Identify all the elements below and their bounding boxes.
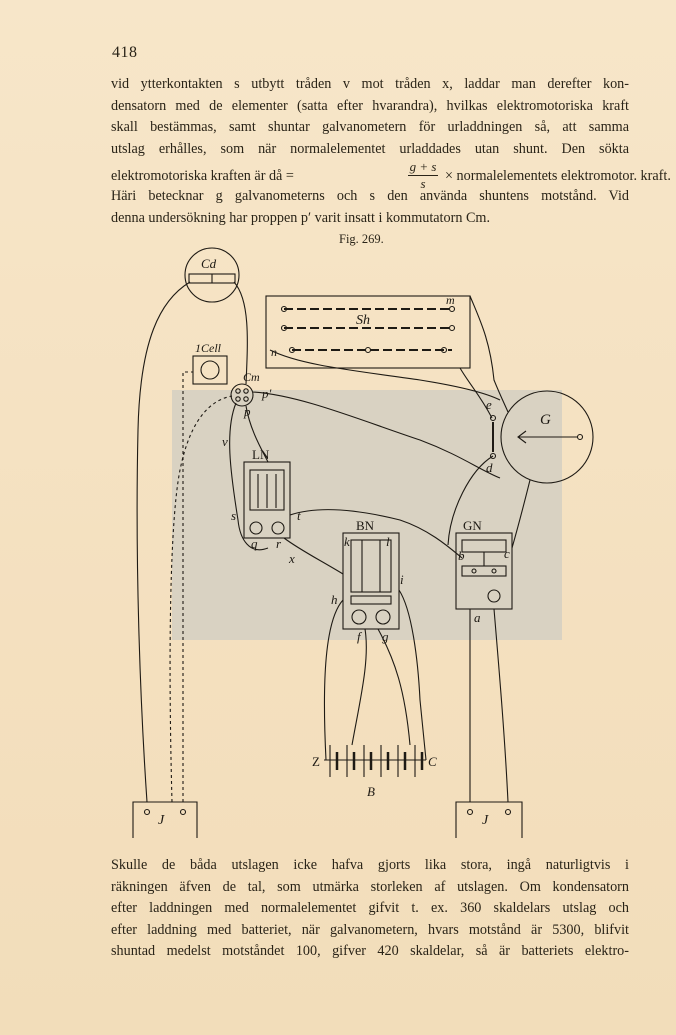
text-line: Häri betecknar g galvanometerns och s den använda shuntens motstånd. Vid (111, 188, 629, 204)
label-cell: 1Cell (195, 341, 221, 355)
wire (352, 629, 366, 745)
label-j-left: J (158, 813, 165, 828)
formula-numerator: g + s (409, 159, 437, 174)
label-t: t (297, 508, 301, 523)
label-i: i (400, 572, 404, 587)
label-galvanometer: G (540, 412, 551, 428)
figure-caption: Fig. 269. (339, 232, 384, 246)
text-line: shuntad medelst motståndet 100, gifver 420 skaldelar, så är batteriets elektro- (111, 943, 629, 960)
text-line: utslag erhålles, som när normalelementet urladdades utan shunt. Den sökta (111, 140, 629, 157)
gn-key-box (456, 533, 512, 609)
formula-suffix: × normalelementets elektromotor. kraft. (445, 168, 671, 184)
text-line: denna undersökning har proppen p′ varit insatt i kommutatorn Cm. (111, 209, 491, 226)
label-b: b (458, 548, 465, 563)
label-g: g (382, 629, 389, 644)
label-f: f (357, 629, 361, 644)
wire (290, 510, 462, 558)
label-c-battery: C (428, 754, 437, 769)
cell-box (193, 356, 227, 384)
page-number: 418 (112, 44, 138, 61)
formula-prefix: elektromotoriska kraften är då = (111, 168, 294, 184)
label-cd: Cd (201, 256, 217, 271)
label-bn: BN (356, 518, 375, 533)
wire (137, 282, 190, 802)
label-b-battery: B (367, 784, 375, 799)
label-e: e (486, 397, 492, 412)
label-ln: LN (252, 447, 270, 462)
terminal-j-left (133, 802, 197, 838)
wire (183, 372, 193, 802)
text-line: vid ytterkontakten s utbytt tråden v mot tråden x, laddar man derefter kon- (111, 76, 629, 92)
text-line: Skulle de båda utslagen icke hafva gjorts lika stora, ingå naturligtvis i (111, 857, 629, 873)
label-m: m (446, 293, 455, 307)
wire (512, 480, 530, 548)
commutator-circle (231, 384, 253, 406)
label-l: l (386, 534, 390, 549)
label-gn: GN (463, 518, 482, 533)
text-line: efter laddningen med normalelementet gifvit t. ex. 360 skaldelars utslag och (111, 900, 629, 917)
label-p: p (244, 404, 251, 419)
text-line: skall bestämmas, samt shuntar galvanometern för urladdningen så, att samma (111, 119, 629, 136)
battery-cells (324, 745, 426, 777)
wire (270, 350, 500, 400)
label-j-right: J (482, 813, 489, 828)
shunt-box (266, 296, 470, 368)
label-n: n (271, 345, 277, 359)
text-line: densatorn med de elementer (satta efter hvarandra), hvilkas elektromotoriska kraft (111, 97, 629, 114)
label-k: k (344, 534, 350, 549)
label-a: a (474, 610, 481, 625)
text-line: räkningen äfven de tal, som utmärka storleken af utslagen. Om kondensatorn (111, 878, 629, 895)
wire (170, 396, 232, 802)
label-z: Z (312, 754, 320, 769)
label-h: h (331, 592, 338, 607)
text-line: efter laddning med batteriet, när galvanometern, hvars motstånd är 5300, blifvit (111, 921, 629, 938)
label-d: d (486, 460, 493, 475)
label-s: s (231, 508, 237, 523)
label-x: x (289, 551, 295, 566)
label-sh: Sh (356, 313, 370, 328)
label-q: q (251, 536, 258, 551)
wire (324, 600, 343, 760)
formula-denominator: s (420, 176, 426, 191)
wire (378, 629, 410, 745)
label-p-prime: p′ (262, 386, 272, 401)
label-c: c (504, 546, 510, 561)
wire (470, 296, 508, 412)
wire (494, 609, 508, 802)
wire (399, 590, 426, 760)
terminal-j-right (456, 802, 522, 838)
label-v: v (222, 434, 228, 449)
wire (234, 282, 247, 384)
label-r: r (276, 536, 282, 551)
bottom-paragraph (111, 855, 629, 963)
label-cm: Cm (243, 370, 260, 384)
